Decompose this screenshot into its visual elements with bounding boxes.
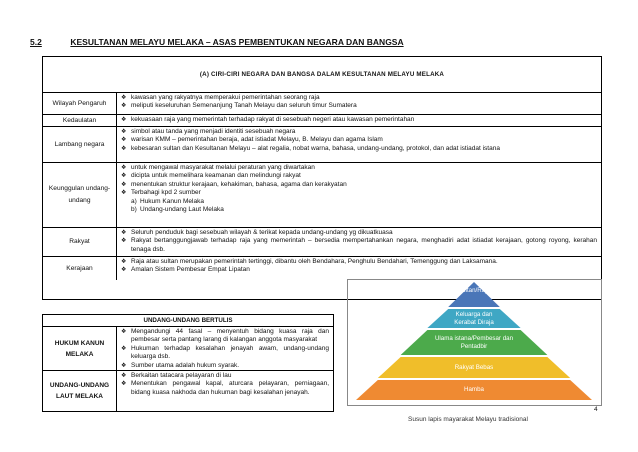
table-row (43, 257, 601, 280)
sub-item (121, 206, 597, 214)
list-item-text: Hukuman terhadap kesalahan jenayah awam, undang-undang keluarga dsb. (131, 344, 329, 361)
list-item (121, 116, 597, 124)
bullet-icon: ❖ (121, 129, 127, 135)
table-row (43, 93, 601, 115)
list-item (121, 128, 597, 136)
row-content (117, 163, 601, 227)
row-label: HUKUM KANUN MELAKA (43, 327, 117, 370)
bullet-icon: ❖ (121, 165, 127, 171)
sub-item-letter: b) (131, 206, 137, 214)
list-item (121, 328, 329, 345)
list-item (121, 181, 597, 189)
list-item-text: Berkaitan tatacara pelayaran di lau (131, 372, 232, 379)
row-label: Rakyat (43, 228, 117, 256)
bullet-icon: ❖ (121, 145, 127, 152)
table-row (43, 127, 601, 163)
list-item-text: warisan KMM – pemerintahan beraja, adat istiadat Melayu, B. Melayu dan agama Islam (131, 136, 383, 144)
row-content (117, 115, 601, 126)
row-label: Kedaulatan (43, 115, 117, 126)
table-row (43, 228, 601, 257)
list-item (121, 229, 597, 237)
list-item-text: untuk mengawal masyarakat melalui peraturan yang diwartakan (131, 164, 315, 171)
list-item-text: simbol atau tanda yang menjadi identiti sesebuah negara (131, 128, 296, 135)
list-item (121, 189, 597, 197)
bullet-icon: ❖ (121, 230, 127, 236)
sub-item (121, 198, 597, 206)
list-item-text: Terbahagi kpd 2 sumber (131, 189, 201, 197)
pyramid-layer-label: Sultan/Raja (458, 287, 490, 295)
list-item (121, 372, 329, 380)
row-content (117, 371, 333, 411)
list-item (121, 102, 597, 110)
bullet-icon: ❖ (121, 345, 127, 352)
list-item-text: kawasan yang rakyatnya memperakui pemerintahan seorang raja (131, 94, 320, 101)
row-content (117, 127, 601, 162)
bullet-icon: ❖ (121, 259, 127, 265)
table-row (43, 163, 601, 228)
list-item-text: Rakyat bertanggungjawab terhadap raja yang memerintah – bersedia mempertahankan negara, menghadiri adat istiadat kerajaan, gotong royong, kerahan tenaga dsb. (131, 237, 597, 253)
list-item-text: meliputi keseluruhan Semenanjung Tanah Melayu dan seluruh timur Sumatera (131, 102, 357, 110)
page-number: 4 (594, 406, 598, 413)
bullet-icon: ❖ (121, 267, 127, 274)
written-laws-table-title: UNDANG-UNDANG BERTULIS (43, 315, 333, 327)
row-label: Kerajaan (43, 257, 117, 280)
list-item (121, 172, 597, 180)
bullet-icon: ❖ (121, 181, 127, 188)
list-item-text: menentukan struktur kerajaan, kehakiman, bahasa, agama dan kerakyatan (131, 180, 347, 188)
list-item (121, 380, 329, 397)
row-label: Lambang negara (43, 127, 117, 162)
written-laws-table (42, 314, 334, 412)
characteristics-table-title: (A) CIRI-CIRI NEGARA DAN BANGSA DALAM KESULTANAN MELAYU MELAKA (43, 57, 601, 93)
list-item-text: Seluruh penduduk bagi sesebuah wilayah & terikat kepada undang-undang yg dikuatkuasa (131, 229, 393, 236)
bullet-icon: ❖ (121, 373, 127, 379)
pyramid-layer-label: Ulama istana/Pembesar dan Pentadbir (434, 335, 514, 350)
list-item (121, 237, 597, 254)
pyramid-layer-label: Keluarga dan Kerabat Diraja (454, 311, 494, 326)
sub-item-text: Hukum Kanun Melaka (140, 197, 204, 205)
bullet-icon: ❖ (121, 329, 127, 335)
list-item (121, 258, 597, 266)
row-content (117, 327, 333, 370)
list-item-text: Amalan Sistem Pembesar Empat Lipatan (131, 266, 250, 274)
section-title: KESULTANAN MELAYU MELAKA – ASAS PEMBENTUKAN NEGARA DAN BANGSA (70, 37, 404, 47)
section-number: 5.2 (30, 37, 42, 47)
row-content (117, 257, 601, 280)
list-item (121, 94, 597, 102)
pyramid-layer-label: Rakyat Bebas (454, 363, 494, 371)
row-label: Keunggulan undang-undang (43, 163, 117, 227)
bullet-icon: ❖ (121, 381, 127, 388)
table-row (43, 115, 601, 127)
society-pyramid (347, 279, 602, 406)
list-item (121, 266, 597, 274)
list-item (121, 136, 597, 144)
table-row (43, 371, 333, 411)
bullet-icon: ❖ (121, 95, 127, 101)
characteristics-table (42, 56, 602, 300)
list-item (121, 345, 329, 362)
sub-item-letter: a) (131, 197, 137, 205)
bullet-icon: ❖ (121, 238, 127, 245)
bullet-icon: ❖ (121, 362, 127, 369)
bullet-icon: ❖ (121, 117, 127, 123)
list-item-text: Sumber utama adalah hukum syarak. (131, 361, 240, 369)
bullet-icon: ❖ (121, 190, 127, 197)
bullet-icon: ❖ (121, 173, 127, 180)
bullet-icon: ❖ (121, 103, 127, 110)
list-item-text: Raja atau sultan merupakan pemerintah tertinggi, dibantu oleh Bendahara, Penghulu Bendahari, Temenggung dan Laksamana. (131, 258, 498, 265)
list-item (121, 362, 329, 370)
list-item-text: Menentukan pengawal kapal, aturcara pelayaran, perniagaan, bidang kuasa nakhoda dan hukuman bagi kesalahan jenayah. (131, 380, 329, 396)
list-item-text: kebesaran sultan dan Kesultanan Melayu – alat regalia, nobat warna, bahasa, undang-undang, protokol, dan adat istiadat istana (131, 144, 500, 152)
row-content (117, 228, 601, 256)
list-item-text: kekuasaan raja yang memerintah terhadap rakyat di sesebuah negeri atau kawasan pemerintahan (131, 116, 415, 123)
list-item (121, 145, 597, 153)
pyramid-layer-label: Hamba (464, 386, 484, 394)
pyramid-caption: Susun lapis mayarakat Melayu tradisional (408, 416, 528, 423)
row-content (117, 93, 601, 114)
list-item (121, 164, 597, 172)
list-item-text: dicipta untuk memelihara keamanan dan melindungi rakyat (131, 172, 301, 180)
sub-item-text: Undang-undang Laut Melaka (140, 206, 224, 214)
section-heading (30, 37, 404, 47)
list-item-text: Mengandungi 44 fasal – menyentuh bidang kuasa raja dan pembesar serta pantang larang di kalangan anggota masyarakat (131, 328, 329, 344)
row-label: UNDANG-UNDANG LAUT MELAKA (43, 371, 117, 411)
table-row (43, 327, 333, 371)
row-label: Wilayah Pengaruh (43, 93, 117, 114)
bullet-icon: ❖ (121, 137, 127, 144)
